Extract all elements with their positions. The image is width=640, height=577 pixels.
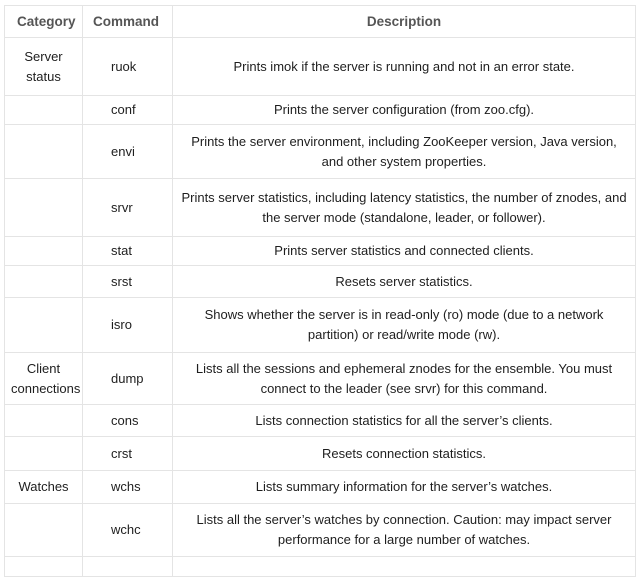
table-row bbox=[5, 437, 636, 471]
header-command: Command bbox=[83, 6, 173, 38]
category-cell: Watches bbox=[5, 471, 83, 504]
command-cell: dump bbox=[83, 353, 173, 405]
description-cell: Prints imok if the server is running and not in an error state. bbox=[173, 38, 636, 96]
description-cell: Lists connection statistics for all the server’s clients. bbox=[173, 405, 636, 437]
description-cell: Resets connection statistics. bbox=[173, 437, 636, 471]
description-cell: Shows whether the server is in read-only (ro) mode (due to a network partition) or read/write mode (rw). bbox=[173, 298, 636, 353]
category-cell bbox=[5, 125, 83, 179]
category-cell bbox=[5, 266, 83, 298]
category-cell bbox=[5, 405, 83, 437]
header-description: Description bbox=[173, 6, 636, 38]
table-row bbox=[5, 266, 636, 298]
description-cell: Prints server statistics, including latency statistics, the number of znodes, and the server mode (standalone, leader, or follower). bbox=[173, 179, 636, 237]
commands-table bbox=[4, 5, 636, 577]
command-cell: isro bbox=[83, 298, 173, 353]
category-cell bbox=[5, 237, 83, 266]
category-cell bbox=[5, 504, 83, 557]
description-cell: Prints the server configuration (from zoo.cfg). bbox=[173, 96, 636, 125]
header-category: Category bbox=[5, 6, 83, 38]
description-cell: Resets server statistics. bbox=[173, 266, 636, 298]
command-cell: wchs bbox=[83, 471, 173, 504]
table-row bbox=[5, 298, 636, 353]
empty-cell bbox=[83, 557, 173, 577]
description-cell: Prints the server environment, including ZooKeeper version, Java version, and other system properties. bbox=[173, 125, 636, 179]
command-cell: srst bbox=[83, 266, 173, 298]
table-row-partial bbox=[5, 557, 636, 577]
table-row bbox=[5, 237, 636, 266]
table-row bbox=[5, 405, 636, 437]
command-cell: ruok bbox=[83, 38, 173, 96]
command-cell: wchc bbox=[83, 504, 173, 557]
table-row bbox=[5, 179, 636, 237]
description-cell: Lists summary information for the server’s watches. bbox=[173, 471, 636, 504]
table-row bbox=[5, 471, 636, 504]
category-cell: Server status bbox=[5, 38, 83, 96]
category-cell bbox=[5, 179, 83, 237]
category-cell bbox=[5, 437, 83, 471]
category-cell bbox=[5, 298, 83, 353]
command-cell: crst bbox=[83, 437, 173, 471]
empty-cell bbox=[173, 557, 636, 577]
table-row bbox=[5, 125, 636, 179]
table-row bbox=[5, 353, 636, 405]
description-cell: Prints server statistics and connected clients. bbox=[173, 237, 636, 266]
table-header-row bbox=[5, 6, 636, 38]
category-cell: Client connections bbox=[5, 353, 83, 405]
table-row bbox=[5, 96, 636, 125]
table-row bbox=[5, 504, 636, 557]
description-cell: Lists all the sessions and ephemeral znodes for the ensemble. You must connect to the leader (see srvr) for this command. bbox=[173, 353, 636, 405]
category-cell bbox=[5, 96, 83, 125]
command-cell: envi bbox=[83, 125, 173, 179]
command-cell: cons bbox=[83, 405, 173, 437]
table-row bbox=[5, 38, 636, 96]
command-cell: srvr bbox=[83, 179, 173, 237]
command-cell: conf bbox=[83, 96, 173, 125]
empty-cell bbox=[5, 557, 83, 577]
command-cell: stat bbox=[83, 237, 173, 266]
description-cell: Lists all the server’s watches by connection. Caution: may impact server performance for a large number of watches. bbox=[173, 504, 636, 557]
